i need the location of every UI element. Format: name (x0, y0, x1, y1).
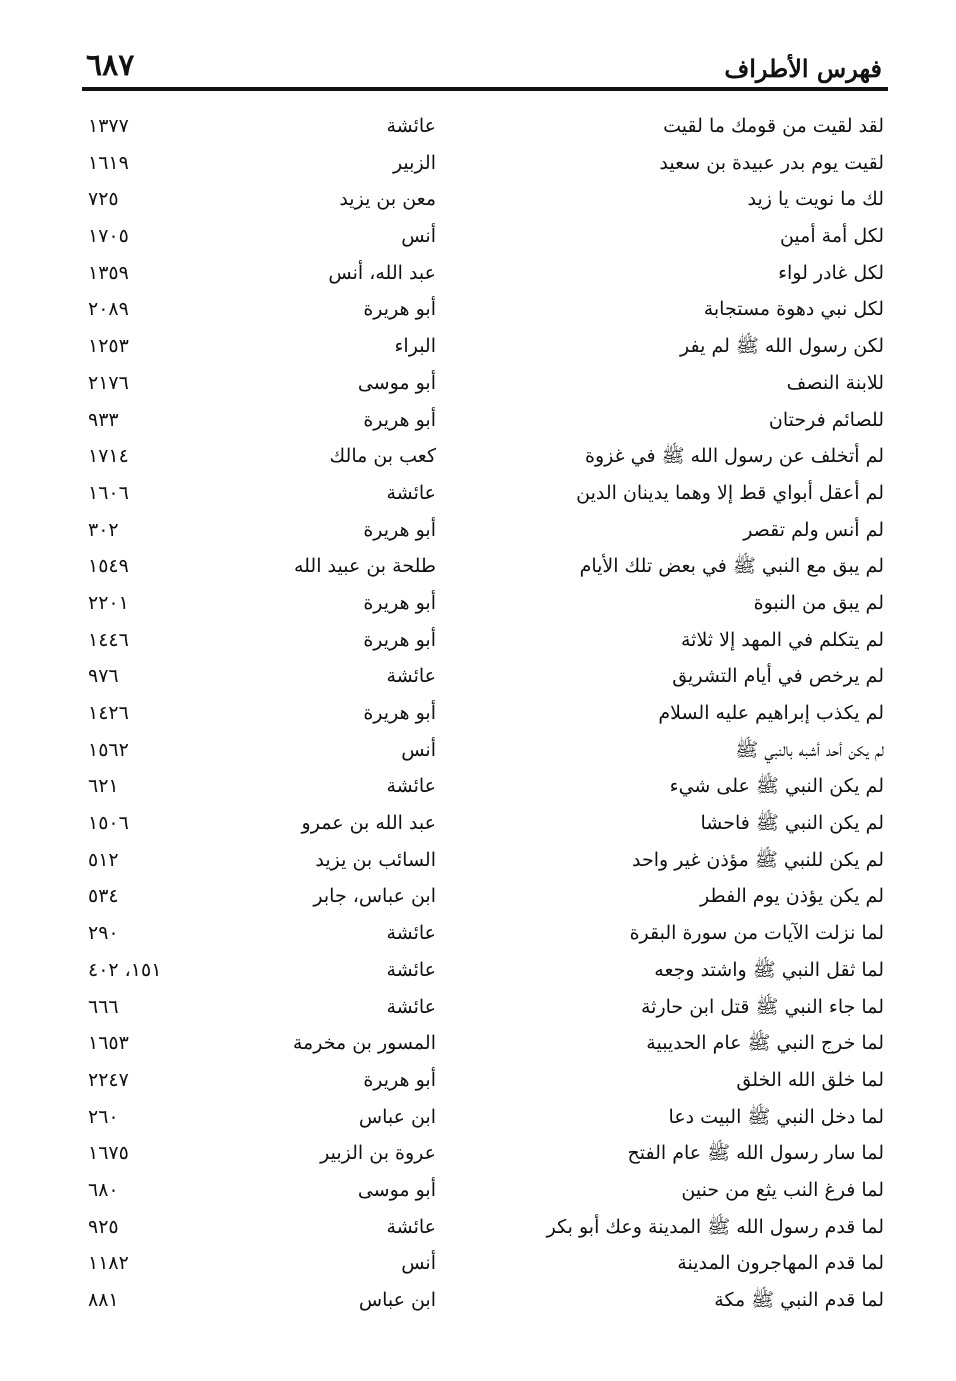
hadith-number: ٢٠٨٩ (88, 298, 129, 321)
narrator-name: أنس (401, 225, 436, 248)
hadith-number: ٦٨٠ (88, 1178, 119, 1201)
hadith-opening-text: لم يرخص في أيام التشريق (672, 665, 884, 688)
hadith-opening-text: لم يتكلم في المهد إلا ثلاثة (681, 628, 884, 651)
index-entry (0, 991, 956, 1028)
narrator-name: أبو هريرة (363, 408, 436, 431)
hadith-opening-text: لك ما نويت يا زيد (747, 188, 884, 211)
hadith-number: ١١٨٢ (88, 1252, 129, 1275)
narrator-name: عائشة (386, 995, 436, 1018)
hadith-opening-text: لم يكن يؤذن يوم الفطر (700, 885, 884, 908)
hadith-opening-text: لم يكن النبي ﷺ على شيء (669, 775, 884, 798)
hadith-number: ١٧٠٥ (88, 225, 129, 248)
hadith-opening-text: لما دخل النبي ﷺ البيت دعا (668, 1105, 884, 1128)
index-entry (0, 917, 956, 954)
narrator-name: أبو موسى (357, 371, 436, 394)
hadith-opening-text: لكل نبي دهوة مستجابة (703, 298, 884, 321)
hadith-opening-text: لما خلق الله الخلق (736, 1068, 884, 1091)
index-entry (0, 477, 956, 514)
narrator-name: عائشة (386, 115, 436, 137)
index-entry (0, 1064, 956, 1101)
hadith-opening-text: لما خرج النبي ﷺ عام الحديبية (646, 1032, 884, 1055)
hadith-number: ١٦٠٦ (88, 481, 129, 504)
index-entry (0, 880, 956, 917)
hadith-number: ١٥٠٦ (88, 812, 129, 835)
narrator-name: ابن عباس، جابر (313, 885, 436, 908)
narrator-name: البراء (394, 335, 436, 358)
narrator-name: أبو هريرة (363, 298, 436, 321)
narrator-name: عائشة (386, 958, 436, 981)
hadith-number: ٩٣٣ (88, 408, 119, 431)
narrator-name: ابن عباس (358, 1105, 436, 1128)
narrator-name: أبو هريرة (363, 591, 436, 614)
index-entry (0, 844, 956, 881)
hadith-opening-text: لم أتخلف عن رسول الله ﷺ في غزوة (585, 445, 884, 468)
hadith-number: ١٥١، ٤٠٢ (88, 958, 162, 981)
narrator-name: السائب بن يزيد (315, 848, 436, 871)
hadith-number: ١٣٧٧ (88, 115, 129, 137)
narrator-name: معن بن يزيد (339, 188, 436, 211)
index-entry (0, 147, 956, 184)
index-entry (0, 514, 956, 551)
hadith-opening-text: لما ثقل النبي ﷺ واشتد وجعه (654, 958, 884, 981)
hadith-number: ٦٦٦ (88, 995, 119, 1018)
hadith-opening-text: لم يبق مع النبي ﷺ في بعض تلك الأيام (579, 555, 884, 578)
hadith-opening-text: للابنة النصف (786, 371, 884, 394)
hadith-number: ٧٢٥ (88, 188, 119, 211)
hadith-opening-text: لكل غادر لواء (778, 261, 884, 284)
narrator-name: عائشة (386, 922, 436, 945)
index-entry (0, 183, 956, 220)
narrator-name: الزبير (392, 151, 436, 174)
narrator-name: أبو هريرة (363, 518, 436, 541)
narrator-name: أبو هريرة (363, 1068, 436, 1091)
index-entry (0, 1137, 956, 1174)
hadith-number: ٢٦٠ (88, 1105, 119, 1128)
hadith-opening-text: لما قدم النبي ﷺ مكة (714, 1289, 884, 1311)
hadith-number: ١٤٢٦ (88, 702, 129, 724)
narrator-name: عروة بن الزبير (320, 1142, 436, 1165)
hadith-opening-text: لقيت يوم بدر عبيدة بن سعيد (659, 151, 884, 174)
narrator-name: أبو هريرة (363, 702, 436, 724)
index-entry (0, 660, 956, 697)
narrator-name: عائشة (386, 481, 436, 504)
narrator-name: كعب بن مالك (329, 445, 436, 468)
hadith-opening-text: لما نزلت الآيات من سورة البقرة (629, 922, 884, 945)
hadith-opening-text: للصائم فرحتان (768, 408, 884, 431)
hadith-index-list (0, 110, 956, 1321)
hadith-opening-text: لما قدم رسول الله ﷺ المدينة وعك أبو بكر (546, 1215, 884, 1238)
hadith-number: ٥١٢ (88, 848, 119, 871)
hadith-number: ٢١٧٦ (88, 371, 129, 394)
narrator-name: أبو موسى (357, 1178, 436, 1201)
narrator-name: عبد الله، أنس (328, 261, 436, 284)
hadith-opening-text: لم أنس ولم تقصر (743, 518, 884, 541)
index-entry (0, 110, 956, 147)
header-rule (82, 87, 888, 91)
index-entry (0, 1284, 956, 1321)
narrator-name: عائشة (386, 1215, 436, 1238)
index-entry (0, 1101, 956, 1138)
hadith-opening-text: لم أعقل أبواي قط إلا وهما يدينان الدين (576, 481, 884, 504)
hadith-number: ٥٣٤ (88, 885, 119, 908)
index-entry (0, 550, 956, 587)
narrator-name: أبو هريرة (363, 628, 436, 651)
hadith-number: ١٥٤٩ (88, 555, 129, 578)
index-entry (0, 954, 956, 991)
narrator-name: عائشة (386, 775, 436, 798)
hadith-number: ١٣٥٩ (88, 261, 129, 284)
hadith-opening-text: لقد لقيت من قومك ما لقيت (663, 115, 884, 137)
index-entry (0, 440, 956, 477)
hadith-opening-text: لما فرغ النب يثع من حنين (681, 1178, 884, 1201)
page-header (82, 46, 886, 84)
narrator-name: عبد الله بن عمرو (301, 812, 436, 835)
hadith-number: ١٧١٤ (88, 445, 129, 468)
hadith-number: ١٢٥٣ (88, 335, 129, 358)
narrator-name: أنس (401, 738, 436, 761)
hadith-opening-text: لما قدم المهاجرون المدينة (677, 1252, 884, 1275)
hadith-opening-text: لم يكن أحد أشبه بالنبي ﷺ (735, 738, 884, 761)
hadith-number: ٢٩٠ (88, 922, 119, 945)
index-entry (0, 367, 956, 404)
index-entry (0, 257, 956, 294)
index-entry (0, 1247, 956, 1284)
hadith-number: ١٥٦٢ (88, 738, 129, 761)
hadith-number: ٢٢٤٧ (88, 1068, 129, 1091)
index-entry (0, 220, 956, 257)
index-entry (0, 624, 956, 661)
hadith-opening-text: لما جاء النبي ﷺ قتل ابن حارثة (640, 995, 884, 1018)
narrator-name: أنس (401, 1252, 436, 1275)
hadith-number: ٢٢٠١ (88, 591, 129, 614)
index-entry (0, 734, 956, 771)
hadith-opening-text: لم يكذب إبراهيم عليه السلام (658, 702, 884, 724)
hadith-number: ٣٠٢ (88, 518, 119, 541)
page-title: فهرس الأطراف (724, 54, 882, 83)
hadith-opening-text: لكن رسول الله ﷺ لم يفر (680, 335, 884, 358)
index-entry (0, 330, 956, 367)
hadith-number: ٩٢٥ (88, 1215, 119, 1238)
page-number: ٦٨٧ (86, 48, 135, 83)
hadith-number: ١٦١٩ (88, 151, 129, 174)
narrator-name: المسور بن مخرمة (292, 1032, 436, 1055)
hadith-number: ٨٨١ (88, 1289, 119, 1311)
hadith-opening-text: لكل أمة أمين (779, 225, 884, 248)
index-entry (0, 770, 956, 807)
index-entry (0, 807, 956, 844)
index-entry (0, 1211, 956, 1248)
hadith-number: ١٦٥٣ (88, 1032, 129, 1055)
narrator-name: عائشة (386, 665, 436, 688)
hadith-opening-text: لم يكن النبي ﷺ فاحشا (700, 812, 884, 835)
narrator-name: طلحة بن عبيد الله (293, 555, 436, 578)
index-entry (0, 697, 956, 734)
hadith-opening-text: لما سار رسول الله ﷺ عام الفتح (627, 1142, 884, 1165)
index-entry (0, 1027, 956, 1064)
index-entry (0, 293, 956, 330)
index-entry (0, 404, 956, 441)
hadith-opening-text: لم يكن للنبي ﷺ مؤذن غير واحد (632, 848, 884, 871)
hadith-number: ٩٧٦ (88, 665, 119, 688)
index-entry (0, 587, 956, 624)
hadith-number: ١٤٤٦ (88, 628, 129, 651)
narrator-name: ابن عباس (358, 1289, 436, 1311)
hadith-number: ٦٢١ (88, 775, 119, 798)
hadith-opening-text: لم يبق من النبوة (753, 591, 884, 614)
index-entry (0, 1174, 956, 1211)
hadith-number: ١٦٧٥ (88, 1142, 129, 1165)
